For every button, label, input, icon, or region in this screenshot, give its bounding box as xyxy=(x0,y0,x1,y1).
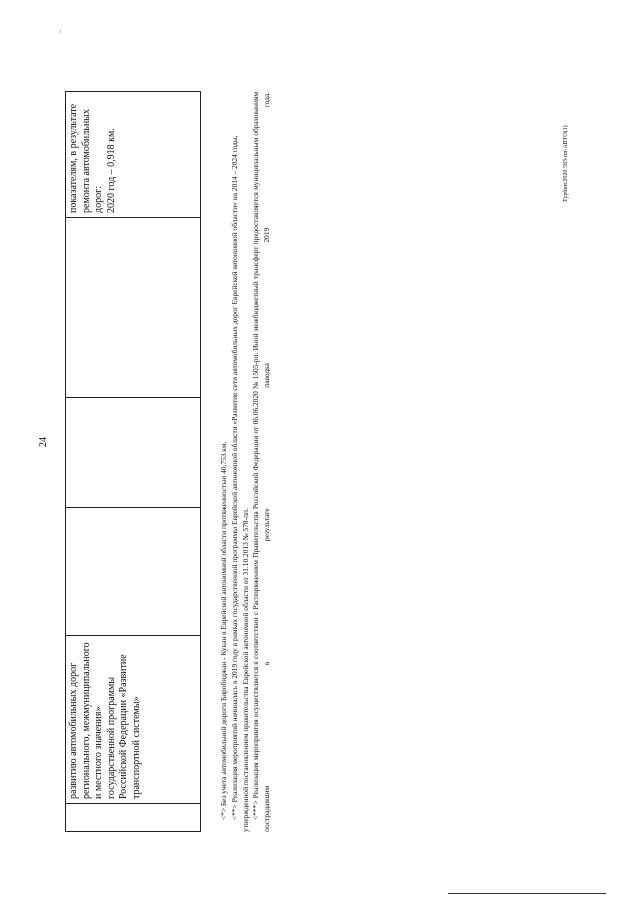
footnote-1: <*> Без учета автомобильной дороги Биробиджан - Кукан в Еврейской автономной области протяженностью 40,753 км. xyxy=(219,441,228,820)
footnote-3: <***> Реализация мероприятия осуществляется в соответствии с Распоряжением Правительства Российской Федерации от 06.06.2020 № 1505-рп. Иной межбюджетный трансферт предоставляется муниципальным образованиям пострадавшим в результате паводка 2019 года. xyxy=(251,92,272,832)
footnote-2: <**> Реализация мероприятий начиналась в 2019 году в рамках государственной программы Еврейской автономной области «Развитие сети автомобильных дорог Еврейской автономной области» на 2014 – 2024 годы, утвержденной постановлением правительства Еврейской автономной области от 31.10.2013 № 578-пп. xyxy=(229,135,250,832)
table-cell-indicator: показателям, в результате ремонта автомобильных дорог: 2020 год – 0,918 км. xyxy=(66,92,201,218)
table-cell xyxy=(66,804,201,832)
document-id: Турбин/2020 583-пп-АВТО(1) xyxy=(563,125,569,202)
table-cell xyxy=(66,398,201,508)
program-table xyxy=(65,91,201,832)
table-cell-description: развитию автомобильных дорог регионального, межмуниципального и местного значения» государственной программы Российской Федерации «Развитие транспортной системы» xyxy=(66,636,201,804)
table-cell xyxy=(66,508,201,636)
landscape-page xyxy=(35,62,605,842)
bottom-divider xyxy=(448,893,606,894)
table-cell xyxy=(66,218,201,398)
page-number: 24 xyxy=(38,437,49,447)
footnotes xyxy=(219,92,273,832)
table-row xyxy=(66,92,201,832)
scan-mark xyxy=(60,30,61,33)
